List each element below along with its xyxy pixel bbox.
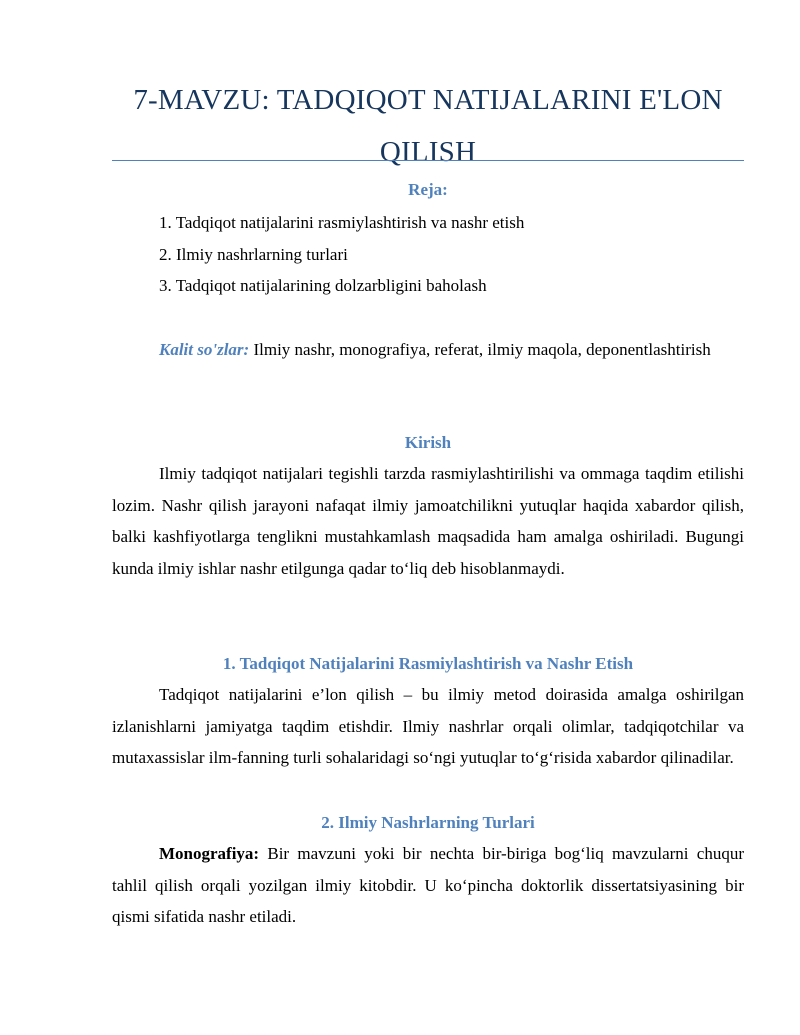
plan-item-1: 1. Tadqiqot natijalarini rasmiylashtirish va nashr etish (159, 213, 525, 232)
keywords-label: Kalit so'zlar: (159, 340, 250, 359)
section1-heading: 1. Tadqiqot Natijalarini Rasmiylashtirish va Nashr Etish (222, 654, 634, 673)
intro-paragraph: Ilmiy tadqiqot natijalari tegishli tarzda rasmiylashtirilishi va ommaga taqdim etilishi lozim. Nashr qilish jarayoni nafaqat ilmiy jamoatchilikni yutuqlar haqida xabardor qilish, balki kashfiyotlarga tenglikni mustahkamlash maqsadida ham amalga oshiriladi. Bugungi kunda ilmiy ishlar nashr etilgunga qadar to‘liq deb hisoblanmaydi. (112, 464, 744, 579)
section1-paragraph: Tadqiqot natijalarini e’lon qilish – bu ilmiy metod doirasida amalga oshirilgan izlanishlarni jamiyatga taqdim etishdir. Ilmiy nashrlar orqali olimlar, tadqiqotchilar va mutaxassislar ilm-fanning turli sohalaridagi so‘ngi yutuqlar to‘g‘risida xabardor qilinadilar. (112, 685, 744, 768)
section2-heading: 2. Ilmiy Nashrlarning Turlari (321, 813, 535, 832)
plan-heading: Reja: (408, 180, 448, 199)
monografiya-term: Monografiya: (159, 844, 260, 863)
plan-item-3: 3. Tadqiqot natijalarining dolzarbligini baholash (159, 276, 487, 296)
monografiya-definition: Bir mavzuni yoki bir nechta bir-biriga bog‘liq mavzularni chuqur tahlil qilish orqali yozilgan ilmiy kitobdir. U ko‘pincha doktorlik dissertatsiyasining bir qismi sifatida nashr etiladi. (112, 844, 744, 927)
plan-list (159, 207, 524, 302)
intro-heading: Kirish (404, 433, 452, 452)
title-underline (112, 160, 744, 161)
document-title: 7-MAVZU: TADQIQOT NATIJALARINI E'LON QILISH (133, 84, 723, 168)
plan-item-2: 2. Ilmiy nashrlarning turlari (159, 244, 348, 264)
section2-paragraph (112, 838, 744, 933)
keywords-text: Ilmiy nashr, monografiya, referat, ilmiy maqola, deponentlashtirish (249, 340, 711, 359)
keywords-paragraph (112, 334, 744, 366)
